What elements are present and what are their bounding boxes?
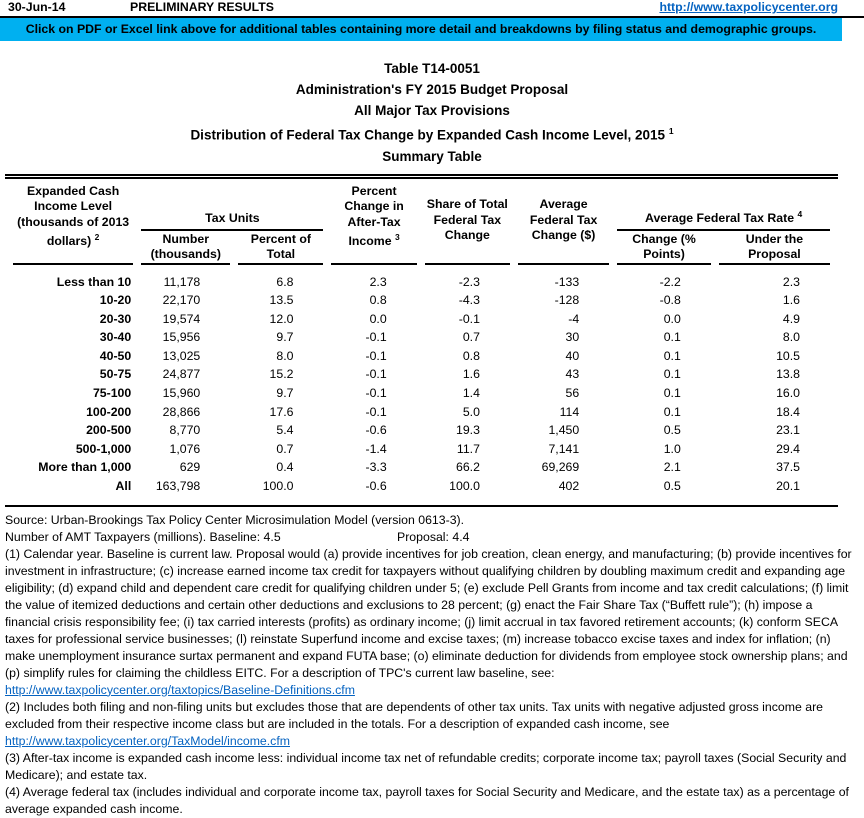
value-cell: 40 bbox=[565, 348, 580, 363]
value-cell: 11.7 bbox=[456, 441, 480, 456]
value-cell: 7,141 bbox=[548, 441, 580, 456]
footnote-ref-1: 1 bbox=[668, 126, 674, 136]
income-level-cell: 40-50 bbox=[99, 348, 132, 363]
value-cell: -3.3 bbox=[365, 460, 387, 475]
income-level-cell: 20-30 bbox=[99, 311, 132, 326]
value-cell: 0.8 bbox=[369, 293, 387, 308]
value-cell: 4.9 bbox=[782, 311, 800, 326]
value-cell: 1,450 bbox=[548, 423, 580, 438]
value-cell: -0.1 bbox=[365, 330, 387, 345]
value-cell: 100.0 bbox=[449, 479, 480, 494]
value-cell: 1.6 bbox=[782, 293, 800, 308]
info-banner-text: Click on PDF or Excel link above for additional tables containing more detail and breakdowns by filing status and demographic groups. bbox=[25, 22, 817, 36]
footnote-1: (1) Calendar year. Baseline is current law. Proposal would (a) provide incentives for job creation, clean energy, and manufacturing; (b) provide incentives for investment in infrastructure; (c) increase earned income tax credit for taxpayers without qualifying children by doubling maximum credit and expanding age eligibility; (d) expand child and dependent care credit for qualifying children under 5; (e) exclude Pell Grants from income and tax credit calculations; (f) limit the value of itemized deductions and certain other deductions and exclusions to 28 percent; (g) enact the Fair Share Tax (“Buffett rule”); (h) impose a financial crisis responsibility fee; (i) tax carried interests (profits) as ordinary income; (j) limit accrual in tax favored retirement accounts; (k) conform SECA taxes for professional service businesses; (l) reinstate Superfund income and excise taxes; (m) increase tobacco excise taxes and index for inflation; (n) make unemployment insurance surtax permanent and expand FUTA base; (o) eliminate deduction for dividends from employee stock ownership plans; and (p) simplify rules for claiming the childless EITC. For a description of TPC's current law baseline, see: bbox=[5, 546, 852, 680]
col-group-avg-tax-rate: Average Federal Tax Rate $^4$ bbox=[617, 179, 830, 231]
value-cell: -128 bbox=[554, 293, 580, 308]
value-cell: 0.7 bbox=[276, 441, 294, 456]
value-cell: 37.5 bbox=[776, 460, 800, 475]
value-cell: 9.7 bbox=[276, 386, 294, 401]
value-cell: 0.0 bbox=[369, 311, 387, 326]
value-cell: 13,025 bbox=[162, 348, 201, 363]
value-cell: 17.6 bbox=[269, 404, 294, 419]
footnote-ref-3: 3 bbox=[394, 232, 400, 242]
value-cell: 5.0 bbox=[462, 404, 480, 419]
table-row bbox=[13, 365, 830, 384]
value-cell: 0.0 bbox=[663, 311, 681, 326]
value-cell: 0.1 bbox=[663, 348, 681, 363]
value-cell: 8,770 bbox=[169, 423, 201, 438]
value-cell: -2.3 bbox=[458, 274, 480, 289]
value-cell: 15.2 bbox=[269, 367, 294, 382]
provisions-title: All Major Tax Provisions bbox=[354, 103, 510, 118]
value-cell: 6.8 bbox=[276, 274, 294, 289]
value-cell: 163,798 bbox=[155, 479, 201, 494]
report-date: 30-Jun-14 bbox=[8, 0, 66, 14]
summary-table bbox=[5, 174, 838, 507]
amt-taxpayers-note bbox=[5, 529, 853, 546]
col-header-pct-change-after-tax: Percent Change in After-Tax Income $^3$ bbox=[331, 179, 416, 265]
value-cell: 0.1 bbox=[663, 386, 681, 401]
value-cell: -0.6 bbox=[365, 479, 387, 494]
col-header-share-of-total: Share of Total Federal Tax Change bbox=[425, 179, 510, 265]
value-cell: 402 bbox=[558, 479, 580, 494]
value-cell: -0.1 bbox=[365, 404, 387, 419]
value-cell: 9.7 bbox=[276, 330, 294, 345]
title-block bbox=[0, 58, 864, 167]
value-cell: -1.4 bbox=[365, 441, 387, 456]
income-level-cell: More than 1,000 bbox=[38, 460, 132, 475]
value-cell: -133 bbox=[554, 274, 580, 289]
value-cell: 0.7 bbox=[462, 330, 480, 345]
income-level-cell: 500-1,000 bbox=[75, 441, 132, 456]
col-header-income-level: Expanded Cash Income Level (thousands of 2013 dollars) $^2$ bbox=[13, 179, 133, 265]
table-row bbox=[13, 440, 830, 459]
value-cell: 29.4 bbox=[776, 441, 800, 456]
income-level-cell: 30-40 bbox=[99, 330, 132, 345]
value-cell: -0.1 bbox=[365, 386, 387, 401]
summary-table-title: Summary Table bbox=[382, 148, 482, 164]
value-cell: -0.6 bbox=[365, 423, 387, 438]
value-cell: 2.1 bbox=[663, 460, 681, 475]
top-bar bbox=[0, 0, 864, 18]
value-cell: 13.5 bbox=[269, 293, 294, 308]
income-level-cell: 50-75 bbox=[99, 367, 132, 382]
table-row bbox=[13, 477, 830, 505]
col-header-avg-tax-change: Average Federal Tax Change ($) bbox=[518, 179, 609, 265]
value-cell: 69,269 bbox=[541, 460, 580, 475]
value-cell: 23.1 bbox=[776, 423, 800, 438]
footnote-2: (2) Includes both filing and non-filing units but excludes those that are dependents of other tax units. Tax units with negative adjusted gross income are excluded from their respective income class but are included in the totals. For a description of expanded cash income, see bbox=[5, 699, 824, 731]
value-cell: -0.1 bbox=[458, 311, 480, 326]
table-row bbox=[13, 458, 830, 477]
value-cell: 1.0 bbox=[663, 441, 681, 456]
value-cell: 16.0 bbox=[776, 386, 800, 401]
value-cell: 43 bbox=[565, 367, 580, 382]
income-level-cell: 200-500 bbox=[86, 423, 132, 438]
value-cell: 30 bbox=[565, 330, 580, 345]
value-cell: 11,178 bbox=[163, 274, 201, 289]
income-level-cell: All bbox=[115, 479, 132, 494]
income-level-cell: 75-100 bbox=[92, 386, 132, 401]
table-row bbox=[13, 347, 830, 366]
value-cell: -4 bbox=[568, 311, 580, 326]
table-body bbox=[13, 265, 830, 505]
value-cell: 1.6 bbox=[462, 367, 480, 382]
value-cell: 12.0 bbox=[269, 311, 294, 326]
table-row bbox=[13, 291, 830, 310]
value-cell: 0.5 bbox=[663, 479, 681, 494]
value-cell: 0.4 bbox=[276, 460, 294, 475]
footnote-4: (4) Average federal tax (includes individual and corporate income tax, payroll taxes for Social Security and Medicare, and the estate tax) as a percentage of average expanded cash income. bbox=[5, 784, 849, 816]
value-cell: 10.5 bbox=[776, 348, 800, 363]
value-cell: 0.5 bbox=[663, 423, 681, 438]
table-row bbox=[13, 403, 830, 422]
value-cell: 24,877 bbox=[162, 367, 201, 382]
value-cell: 0.8 bbox=[462, 348, 480, 363]
value-cell: 1.4 bbox=[462, 386, 480, 401]
value-cell: 28,866 bbox=[162, 404, 201, 419]
amt-proposal-value: Proposal: 4.4 bbox=[397, 529, 470, 544]
taxpolicycenter-link[interactable]: http://www.taxpolicycenter.org bbox=[659, 0, 838, 14]
value-cell: 66.2 bbox=[455, 460, 480, 475]
value-cell: -0.1 bbox=[365, 367, 387, 382]
col-header-number-thousands: Number (thousands) bbox=[141, 231, 230, 265]
info-banner bbox=[0, 18, 842, 41]
value-cell: 19,574 bbox=[162, 311, 201, 326]
value-cell: -4.3 bbox=[458, 293, 480, 308]
value-cell: 2.3 bbox=[369, 274, 387, 289]
footnote-3: (3) After-tax income is expanded cash income less: individual income tax net of refundable credits; corporate income tax; payroll taxes (Social Security and Medicare); and estate tax. bbox=[5, 750, 847, 782]
col-header-change-points: Change (% Points) bbox=[617, 231, 711, 265]
value-cell: 5.4 bbox=[276, 423, 294, 438]
footnotes bbox=[5, 512, 853, 818]
value-cell: 20.1 bbox=[776, 479, 800, 494]
value-cell: -2.2 bbox=[659, 274, 681, 289]
income-level-cell: 100-200 bbox=[86, 404, 132, 419]
source-note: Source: Urban-Brookings Tax Policy Center Microsimulation Model (version 0613-3). bbox=[5, 512, 465, 527]
value-cell: 2.3 bbox=[782, 274, 800, 289]
value-cell: 56 bbox=[565, 386, 580, 401]
value-cell: 629 bbox=[179, 460, 201, 475]
value-cell: 15,960 bbox=[162, 386, 201, 401]
value-cell: -0.1 bbox=[365, 348, 387, 363]
col-header-under-proposal: Under the Proposal bbox=[719, 231, 830, 265]
proposal-title: Administration's FY 2015 Budget Proposal bbox=[295, 82, 569, 97]
value-cell: 0.1 bbox=[663, 404, 681, 419]
table-row bbox=[13, 384, 830, 403]
col-group-tax-units: Tax Units bbox=[141, 179, 323, 231]
value-cell: 8.0 bbox=[276, 348, 294, 363]
value-cell: 19.3 bbox=[455, 423, 480, 438]
value-cell: 100.0 bbox=[262, 479, 294, 494]
value-cell: 15,956 bbox=[162, 330, 201, 345]
income-definition-link[interactable]: http://www.taxpolicycenter.org/TaxModel/income.cfm bbox=[5, 733, 290, 748]
table-row bbox=[13, 310, 830, 329]
value-cell: 0.1 bbox=[663, 330, 681, 345]
amt-baseline-value: Number of AMT Taxpayers (millions). Baseline: 4.5 bbox=[5, 529, 281, 544]
value-cell: 1,076 bbox=[169, 441, 201, 456]
value-cell: 18.4 bbox=[776, 404, 800, 419]
value-cell: -0.8 bbox=[659, 293, 681, 308]
value-cell: 0.1 bbox=[663, 367, 681, 382]
footnote-ref-4: 4 bbox=[797, 208, 803, 219]
value-cell: 8.0 bbox=[782, 330, 800, 345]
distribution-title: Distribution of Federal Tax Change by Expanded Cash Income Level, 2015 $^1$ bbox=[190, 126, 674, 143]
footnote-ref-2: 2 bbox=[94, 232, 100, 242]
table-number-title: Table T14-0051 bbox=[384, 61, 480, 76]
value-cell: 22,170 bbox=[162, 293, 201, 308]
preliminary-results-label: PRELIMINARY RESULTS bbox=[130, 0, 274, 14]
income-level-cell: 10-20 bbox=[99, 293, 132, 308]
table-row bbox=[13, 265, 830, 292]
table-row bbox=[13, 421, 830, 440]
baseline-definitions-link[interactable]: http://www.taxpolicycenter.org/taxtopics/Baseline-Definitions.cfm bbox=[5, 682, 355, 697]
col-header-percent-of-total: Percent of Total bbox=[238, 231, 323, 265]
value-cell: 114 bbox=[559, 404, 580, 419]
income-level-cell: Less than 10 bbox=[56, 274, 132, 289]
table-row bbox=[13, 328, 830, 347]
value-cell: 13.8 bbox=[776, 367, 800, 382]
